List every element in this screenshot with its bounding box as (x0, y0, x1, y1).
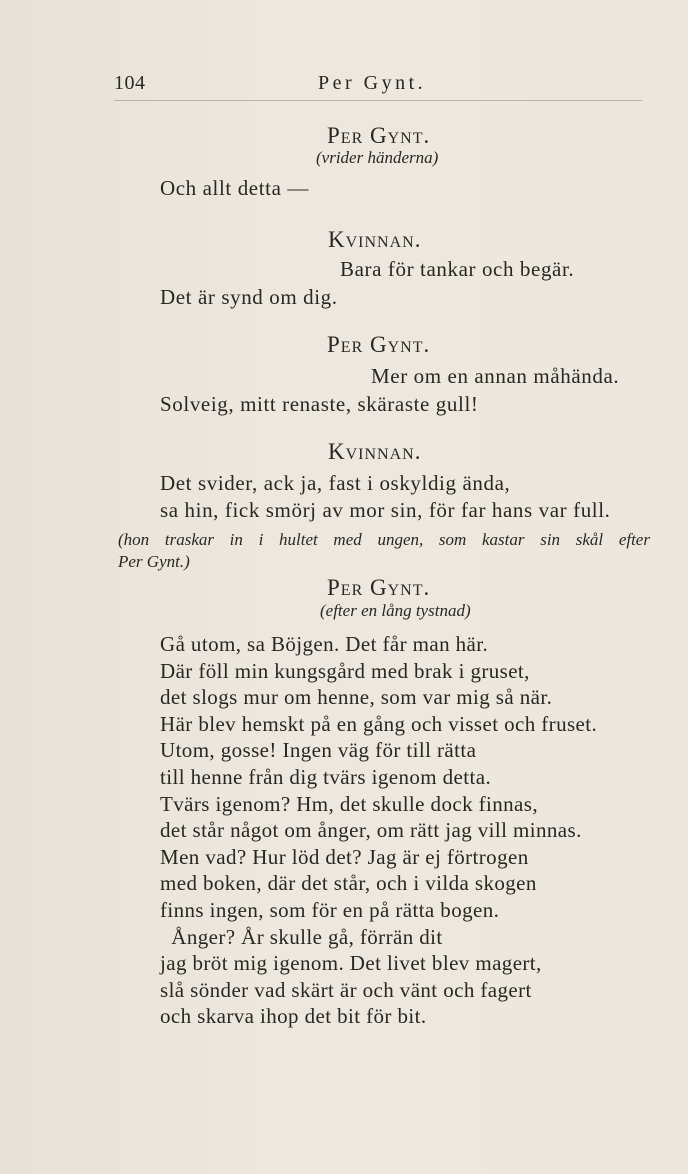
stage-word: sin (540, 530, 561, 549)
verse-line: Gå utom, sa Böjgen. Det får man här. (160, 632, 489, 656)
stage-word: med (333, 530, 362, 549)
stage-word: skål (575, 530, 604, 549)
speaker-per-gynt-3: Per Gynt. (327, 575, 431, 600)
verse-line: Där föll min kungsgård med brak i gruset, (160, 658, 530, 683)
stage-direction-1: (vrider händerna) (316, 148, 439, 167)
stage-word: ungen, (377, 530, 424, 549)
stage-word: som (438, 530, 467, 549)
stage-word: in (229, 530, 243, 549)
verse-line: Tvärs igenom? Hm, det skulle dock finnas, (160, 791, 538, 816)
stage-word: (hon (118, 530, 150, 549)
speaker-kvinnan-2: Kvinnan. (328, 439, 422, 464)
stage-word: efter (618, 530, 650, 549)
verse-line: Solveig, mitt renaste, skäraste gull! (160, 392, 479, 416)
stage-word: hultet (279, 530, 318, 549)
verse-line: det står något om ånger, om rätt jag vill minnas. (160, 818, 582, 843)
verse-line: Det svider, ack ja, fast i oskyldig ända, (160, 471, 511, 495)
verse-line: Det är synd om dig. (160, 285, 338, 309)
verse-line: jag bröt mig igenom. Det livet blev magert, (160, 951, 542, 976)
verse-block (160, 631, 597, 1030)
verse-line: och skarva ihop det bit för bit. (160, 1004, 427, 1029)
stage-direction-2 (118, 529, 650, 573)
page-number: 104 (114, 72, 146, 94)
verse-line: Bara för tankar och begär. (340, 257, 575, 281)
speaker-kvinnan-1: Kvinnan. (328, 227, 422, 252)
verse-line: Och allt detta — (160, 176, 309, 200)
stage-word: traskar (164, 530, 214, 549)
verse-line: det slogs mur om henne, som var mig så när. (160, 685, 553, 710)
stage-word: kastar (482, 530, 525, 549)
verse-line: Ånger? År skulle gå, förrän dit (160, 924, 443, 949)
verse-line: finns ingen, som för en på rätta bogen. (160, 897, 500, 922)
stage-direction-3: (efter en lång tystnad) (320, 601, 471, 620)
verse-line: till henne från dig tvärs igenom detta. (160, 764, 492, 789)
speaker-per-gynt-1: Per Gynt. (327, 123, 431, 148)
verse-line: Men vad? Hur löd det? Jag är ej förtrogen (160, 844, 529, 869)
verse-line: Mer om en annan måhända. (371, 364, 620, 388)
speaker-per-gynt-2: Per Gynt. (327, 332, 431, 357)
header-rule (114, 100, 642, 101)
verse-line: Utom, gosse! Ingen väg för till rätta (160, 738, 477, 763)
stage-direction-line-1 (118, 529, 650, 551)
verse-line: sa hin, fick smörj av mor sin, för far hans var full. (160, 498, 611, 522)
verse-line: slå sönder vad skärt är och vänt och fagert (160, 977, 532, 1002)
stage-direction-line-2: Per Gynt.) (118, 552, 190, 571)
verse-line: Här blev hemskt på en gång och visset och fruset. (160, 711, 598, 736)
verse-line: med boken, där det står, och i vilda skogen (160, 871, 537, 896)
running-title: Per Gynt. (318, 72, 427, 94)
stage-word: i (258, 530, 264, 549)
